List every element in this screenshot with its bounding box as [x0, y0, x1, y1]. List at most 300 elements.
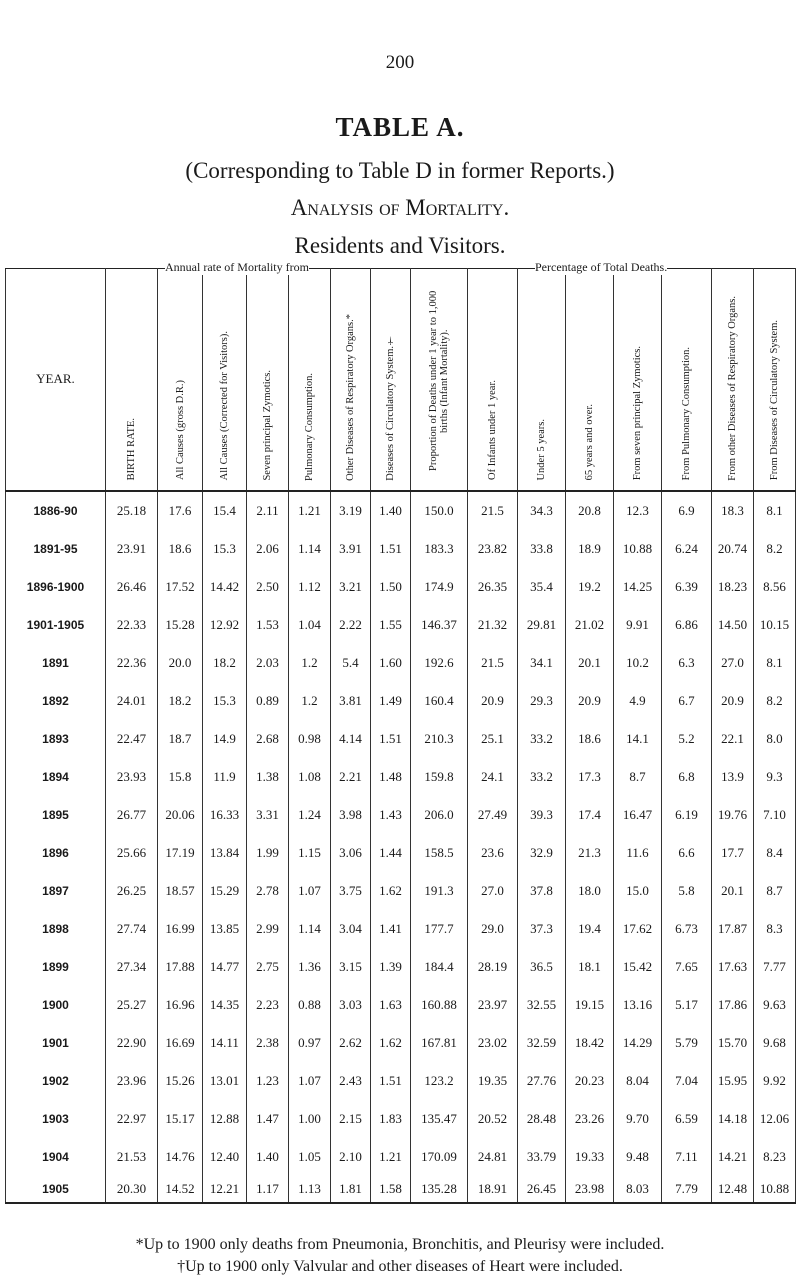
value-cell: 15.17 [158, 1100, 203, 1138]
value-cell: 13.85 [203, 910, 247, 948]
value-cell: 3.06 [331, 834, 371, 872]
column-header-label: Of Infants under 1 year. [487, 380, 498, 481]
value-cell: 1.04 [289, 606, 331, 644]
value-cell: 15.26 [158, 1062, 203, 1100]
value-cell: 2.22 [331, 606, 371, 644]
value-cell: 15.70 [712, 1024, 754, 1062]
value-cell: 9.48 [614, 1138, 662, 1176]
value-cell: 23.97 [468, 986, 518, 1024]
value-cell: 2.21 [331, 758, 371, 796]
column-header-label: 65 years and over. [584, 404, 595, 481]
value-cell: 22.33 [106, 606, 158, 644]
value-cell: 18.6 [158, 530, 203, 568]
value-cell: 1.51 [371, 720, 411, 758]
column-header-label: From Diseases of Circulatory System. [769, 320, 780, 481]
value-cell: 12.21 [203, 1176, 247, 1203]
value-cell: 10.88 [614, 530, 662, 568]
value-cell: 13.16 [614, 986, 662, 1024]
value-cell: 1.15 [289, 834, 331, 872]
value-cell: 5.8 [662, 872, 712, 910]
value-cell: 9.91 [614, 606, 662, 644]
value-cell: 25.1 [468, 720, 518, 758]
value-cell: 23.93 [106, 758, 158, 796]
year-cell: 1899 [6, 948, 106, 986]
value-cell: 27.49 [468, 796, 518, 834]
value-cell: 14.35 [203, 986, 247, 1024]
value-cell: 7.77 [754, 948, 796, 986]
value-cell: 1.48 [371, 758, 411, 796]
value-cell: 29.81 [518, 606, 566, 644]
value-cell: 23.98 [566, 1176, 614, 1203]
column-header-label: Diseases of Circulatory System.† [385, 334, 396, 481]
value-cell: 2.43 [331, 1062, 371, 1100]
value-cell: 6.19 [662, 796, 712, 834]
column-header [411, 269, 468, 491]
value-cell: 146.37 [411, 606, 468, 644]
value-cell: 0.89 [247, 682, 289, 720]
value-cell: 2.78 [247, 872, 289, 910]
value-cell: 1.14 [289, 910, 331, 948]
column-header [289, 269, 331, 491]
year-cell: 1905 [6, 1176, 106, 1203]
value-cell: 159.8 [411, 758, 468, 796]
value-cell: 33.2 [518, 758, 566, 796]
value-cell: 1.63 [371, 986, 411, 1024]
value-cell: 20.23 [566, 1062, 614, 1100]
value-cell: 32.9 [518, 834, 566, 872]
value-cell: 6.39 [662, 568, 712, 606]
analysis-heading: Analysis of Mortality. [290, 195, 510, 220]
value-cell: 8.03 [614, 1176, 662, 1203]
table-row [6, 948, 796, 986]
table-row [6, 644, 796, 682]
value-cell: 17.88 [158, 948, 203, 986]
value-cell: 1.47 [247, 1100, 289, 1138]
column-header [203, 269, 247, 491]
value-cell: 12.3 [614, 491, 662, 530]
value-cell: 14.9 [203, 720, 247, 758]
table-row [6, 568, 796, 606]
value-cell: 2.11 [247, 491, 289, 530]
value-cell: 8.2 [754, 682, 796, 720]
value-cell: 19.2 [566, 568, 614, 606]
value-cell: 183.3 [411, 530, 468, 568]
value-cell: 18.6 [566, 720, 614, 758]
value-cell: 18.9 [566, 530, 614, 568]
value-cell: 1.36 [289, 948, 331, 986]
value-cell: 27.76 [518, 1062, 566, 1100]
column-header-label: Under 5 years. [536, 418, 547, 481]
value-cell: 6.9 [662, 491, 712, 530]
column-header [712, 269, 754, 491]
year-cell: 1901 [6, 1024, 106, 1062]
value-cell: 20.1 [566, 644, 614, 682]
value-cell: 11.6 [614, 834, 662, 872]
value-cell: 191.3 [411, 872, 468, 910]
percentage-group-header: Percentage of Total Deaths. [535, 260, 668, 274]
value-cell: 6.8 [662, 758, 712, 796]
value-cell: 17.4 [566, 796, 614, 834]
mortality-table [5, 268, 796, 1204]
value-cell: 24.01 [106, 682, 158, 720]
column-header [106, 269, 158, 491]
year-cell: 1893 [6, 720, 106, 758]
value-cell: 14.1 [614, 720, 662, 758]
column-header-label: From seven principal Zymotics. [632, 346, 643, 481]
value-cell: 7.10 [754, 796, 796, 834]
value-cell: 1.05 [289, 1138, 331, 1176]
value-cell: 123.2 [411, 1062, 468, 1100]
value-cell: 1.21 [371, 1138, 411, 1176]
column-header-label: BIRTH RATE. [126, 418, 137, 481]
year-cell: 1891-95 [6, 530, 106, 568]
value-cell: 13.9 [712, 758, 754, 796]
value-cell: 0.88 [289, 986, 331, 1024]
table-row [6, 1138, 796, 1176]
value-cell: 3.19 [331, 491, 371, 530]
value-cell: 21.3 [566, 834, 614, 872]
value-cell: 8.4 [754, 834, 796, 872]
value-cell: 21.02 [566, 606, 614, 644]
value-cell: 160.4 [411, 682, 468, 720]
year-cell: 1891 [6, 644, 106, 682]
value-cell: 21.5 [468, 491, 518, 530]
value-cell: 177.7 [411, 910, 468, 948]
value-cell: 18.1 [566, 948, 614, 986]
value-cell: 9.70 [614, 1100, 662, 1138]
value-cell: 8.3 [754, 910, 796, 948]
value-cell: 8.7 [754, 872, 796, 910]
value-cell: 29.0 [468, 910, 518, 948]
value-cell: 19.4 [566, 910, 614, 948]
value-cell: 6.86 [662, 606, 712, 644]
value-cell: 2.15 [331, 1100, 371, 1138]
footnote-circulatory: †Up to 1900 only Valvular and other diseases of Heart were included. [177, 1258, 623, 1275]
value-cell: 5.79 [662, 1024, 712, 1062]
value-cell: 17.19 [158, 834, 203, 872]
value-cell: 27.0 [712, 644, 754, 682]
value-cell: 16.47 [614, 796, 662, 834]
value-cell: 1.14 [289, 530, 331, 568]
value-cell: 1.40 [247, 1138, 289, 1176]
value-cell: 25.27 [106, 986, 158, 1024]
value-cell: 1.12 [289, 568, 331, 606]
value-cell: 18.91 [468, 1176, 518, 1203]
value-cell: 17.3 [566, 758, 614, 796]
value-cell: 23.6 [468, 834, 518, 872]
value-cell: 17.87 [712, 910, 754, 948]
value-cell: 16.69 [158, 1024, 203, 1062]
value-cell: 26.35 [468, 568, 518, 606]
column-header [614, 269, 662, 491]
value-cell: 19.15 [566, 986, 614, 1024]
value-cell: 17.7 [712, 834, 754, 872]
value-cell: 1.38 [247, 758, 289, 796]
value-cell: 13.01 [203, 1062, 247, 1100]
value-cell: 150.0 [411, 491, 468, 530]
value-cell: 3.04 [331, 910, 371, 948]
value-cell: 10.15 [754, 606, 796, 644]
value-cell: 1.99 [247, 834, 289, 872]
value-cell: 26.77 [106, 796, 158, 834]
value-cell: 22.36 [106, 644, 158, 682]
value-cell: 15.28 [158, 606, 203, 644]
value-cell: 10.88 [754, 1176, 796, 1203]
table-row [6, 1176, 796, 1203]
table-row [6, 834, 796, 872]
value-cell: 12.06 [754, 1100, 796, 1138]
table-row [6, 796, 796, 834]
value-cell: 17.62 [614, 910, 662, 948]
value-cell: 5.4 [331, 644, 371, 682]
value-cell: 160.88 [411, 986, 468, 1024]
value-cell: 7.04 [662, 1062, 712, 1100]
value-cell: 6.7 [662, 682, 712, 720]
value-cell: 1.13 [289, 1176, 331, 1203]
value-cell: 3.81 [331, 682, 371, 720]
value-cell: 21.5 [468, 644, 518, 682]
value-cell: 1.08 [289, 758, 331, 796]
value-cell: 14.11 [203, 1024, 247, 1062]
value-cell: 2.03 [247, 644, 289, 682]
value-cell: 14.76 [158, 1138, 203, 1176]
value-cell: 17.63 [712, 948, 754, 986]
column-header [566, 269, 614, 491]
value-cell: 1.24 [289, 796, 331, 834]
value-cell: 1.55 [371, 606, 411, 644]
value-cell: 39.3 [518, 796, 566, 834]
value-cell: 3.75 [331, 872, 371, 910]
value-cell: 22.90 [106, 1024, 158, 1062]
table-subtitle: (Corresponding to Table D in former Reports.) [185, 158, 615, 183]
value-cell: 9.63 [754, 986, 796, 1024]
column-header [331, 269, 371, 491]
value-cell: 15.4 [203, 491, 247, 530]
column-header: YEAR. [6, 269, 106, 491]
column-header-label: From Pulmonary Consumption. [681, 347, 692, 481]
value-cell: 1.43 [371, 796, 411, 834]
value-cell: 15.3 [203, 530, 247, 568]
table-row [6, 872, 796, 910]
value-cell: 33.79 [518, 1138, 566, 1176]
value-cell: 20.74 [712, 530, 754, 568]
value-cell: 25.66 [106, 834, 158, 872]
value-cell: 14.42 [203, 568, 247, 606]
year-cell: 1894 [6, 758, 106, 796]
table-row [6, 1062, 796, 1100]
annual-rate-group-header: Annual rate of Mortality from [165, 260, 309, 274]
value-cell: 3.91 [331, 530, 371, 568]
value-cell: 20.1 [712, 872, 754, 910]
value-cell: 2.23 [247, 986, 289, 1024]
footnotes [0, 1234, 800, 1278]
year-cell: 1901-1905 [6, 606, 106, 644]
value-cell: 5.2 [662, 720, 712, 758]
value-cell: 1.17 [247, 1176, 289, 1203]
value-cell: 12.40 [203, 1138, 247, 1176]
value-cell: 12.48 [712, 1176, 754, 1203]
value-cell: 1.23 [247, 1062, 289, 1100]
value-cell: 23.96 [106, 1062, 158, 1100]
value-cell: 18.7 [158, 720, 203, 758]
year-cell: 1892 [6, 682, 106, 720]
column-header [662, 269, 712, 491]
value-cell: 20.0 [158, 644, 203, 682]
value-cell: 8.56 [754, 568, 796, 606]
table-row [6, 606, 796, 644]
table-row [6, 1100, 796, 1138]
value-cell: 2.99 [247, 910, 289, 948]
value-cell: 6.59 [662, 1100, 712, 1138]
table-row [6, 530, 796, 568]
value-cell: 192.6 [411, 644, 468, 682]
value-cell: 1.81 [331, 1176, 371, 1203]
value-cell: 26.46 [106, 568, 158, 606]
value-cell: 3.98 [331, 796, 371, 834]
table-body [6, 491, 796, 1203]
value-cell: 7.11 [662, 1138, 712, 1176]
value-cell: 18.0 [566, 872, 614, 910]
value-cell: 10.2 [614, 644, 662, 682]
value-cell: 23.91 [106, 530, 158, 568]
value-cell: 8.2 [754, 530, 796, 568]
value-cell: 16.99 [158, 910, 203, 948]
value-cell: 32.55 [518, 986, 566, 1024]
value-cell: 34.1 [518, 644, 566, 682]
value-cell: 1.2 [289, 682, 331, 720]
value-cell: 13.84 [203, 834, 247, 872]
value-cell: 2.10 [331, 1138, 371, 1176]
table-row [6, 758, 796, 796]
column-header [518, 269, 566, 491]
value-cell: 23.82 [468, 530, 518, 568]
value-cell: 22.47 [106, 720, 158, 758]
column-header [158, 269, 203, 491]
value-cell: 14.50 [712, 606, 754, 644]
value-cell: 26.45 [518, 1176, 566, 1203]
value-cell: 2.75 [247, 948, 289, 986]
value-cell: 27.34 [106, 948, 158, 986]
value-cell: 8.0 [754, 720, 796, 758]
value-cell: 3.31 [247, 796, 289, 834]
value-cell: 210.3 [411, 720, 468, 758]
value-cell: 3.03 [331, 986, 371, 1024]
value-cell: 37.3 [518, 910, 566, 948]
column-header [468, 269, 518, 491]
value-cell: 18.57 [158, 872, 203, 910]
value-cell: 1.60 [371, 644, 411, 682]
value-cell: 20.9 [712, 682, 754, 720]
value-cell: 20.9 [468, 682, 518, 720]
value-cell: 27.0 [468, 872, 518, 910]
value-cell: 3.21 [331, 568, 371, 606]
value-cell: 20.52 [468, 1100, 518, 1138]
value-cell: 8.04 [614, 1062, 662, 1100]
value-cell: 4.9 [614, 682, 662, 720]
value-cell: 2.68 [247, 720, 289, 758]
value-cell: 135.28 [411, 1176, 468, 1203]
value-cell: 158.5 [411, 834, 468, 872]
value-cell: 1.51 [371, 530, 411, 568]
value-cell: 16.33 [203, 796, 247, 834]
year-cell: 1900 [6, 986, 106, 1024]
value-cell: 17.52 [158, 568, 203, 606]
value-cell: 18.23 [712, 568, 754, 606]
column-header [754, 269, 796, 491]
value-cell: 25.18 [106, 491, 158, 530]
value-cell: 7.65 [662, 948, 712, 986]
value-cell: 14.21 [712, 1138, 754, 1176]
table-row [6, 491, 796, 530]
value-cell: 36.5 [518, 948, 566, 986]
value-cell: 23.26 [566, 1100, 614, 1138]
value-cell: 21.53 [106, 1138, 158, 1176]
value-cell: 0.97 [289, 1024, 331, 1062]
value-cell: 167.81 [411, 1024, 468, 1062]
value-cell: 22.1 [712, 720, 754, 758]
value-cell: 8.7 [614, 758, 662, 796]
value-cell: 1.39 [371, 948, 411, 986]
value-cell: 1.21 [289, 491, 331, 530]
column-header-label: Other Diseases of Respiratory Organs.* [345, 313, 356, 481]
column-header [247, 269, 289, 491]
table-row [6, 910, 796, 948]
value-cell: 9.92 [754, 1062, 796, 1100]
value-cell: 7.79 [662, 1176, 712, 1203]
value-cell: 15.29 [203, 872, 247, 910]
value-cell: 2.50 [247, 568, 289, 606]
footnote-respiratory: *Up to 1900 only deaths from Pneumonia, Bronchitis, and Pleurisy were included. [135, 1236, 665, 1253]
residents-heading: Residents and Visitors. [294, 233, 506, 258]
value-cell: 17.86 [712, 986, 754, 1024]
column-header-label: Pulmonary Consumption. [304, 372, 315, 481]
value-cell: 135.47 [411, 1100, 468, 1138]
value-cell: 1.00 [289, 1100, 331, 1138]
value-cell: 6.3 [662, 644, 712, 682]
value-cell: 1.62 [371, 872, 411, 910]
column-header-label: Proportion of Deaths under 1 year to 1,000 births (Infant Mortality). [428, 290, 450, 471]
value-cell: 6.6 [662, 834, 712, 872]
value-cell: 15.42 [614, 948, 662, 986]
value-cell: 34.3 [518, 491, 566, 530]
value-cell: 26.25 [106, 872, 158, 910]
value-cell: 35.4 [518, 568, 566, 606]
value-cell: 6.24 [662, 530, 712, 568]
value-cell: 32.59 [518, 1024, 566, 1062]
value-cell: 1.2 [289, 644, 331, 682]
value-cell: 1.40 [371, 491, 411, 530]
value-cell: 2.38 [247, 1024, 289, 1062]
value-cell: 1.83 [371, 1100, 411, 1138]
value-cell: 1.53 [247, 606, 289, 644]
value-cell: 18.42 [566, 1024, 614, 1062]
table-row [6, 986, 796, 1024]
value-cell: 5.17 [662, 986, 712, 1024]
value-cell: 14.25 [614, 568, 662, 606]
value-cell: 9.68 [754, 1024, 796, 1062]
value-cell: 20.30 [106, 1176, 158, 1203]
value-cell: 37.8 [518, 872, 566, 910]
value-cell: 1.62 [371, 1024, 411, 1062]
value-cell: 29.3 [518, 682, 566, 720]
value-cell: 18.2 [158, 682, 203, 720]
value-cell: 14.29 [614, 1024, 662, 1062]
value-cell: 15.8 [158, 758, 203, 796]
value-cell: 20.9 [566, 682, 614, 720]
value-cell: 16.96 [158, 986, 203, 1024]
value-cell: 1.51 [371, 1062, 411, 1100]
value-cell: 17.6 [158, 491, 203, 530]
